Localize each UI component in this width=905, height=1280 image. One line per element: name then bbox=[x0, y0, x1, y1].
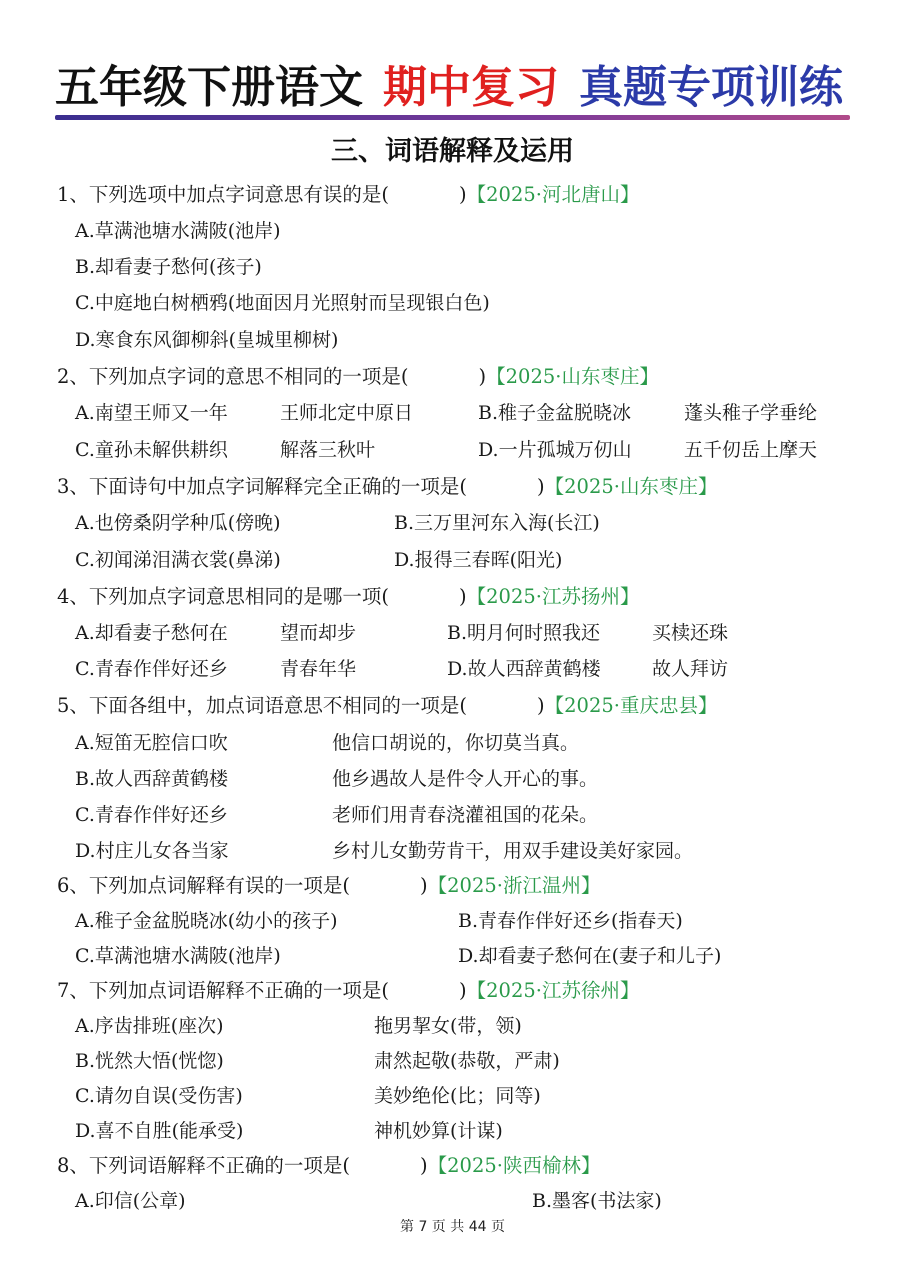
option: D.寒食东风御柳斜(皇城里柳树) bbox=[75, 329, 339, 351]
option: D.喜不自胜(能承受) bbox=[75, 1120, 244, 1142]
source-tag: 【2025·浙江温州】 bbox=[427, 874, 601, 897]
header-grade: 五年级下册语文 bbox=[55, 62, 363, 113]
question-7: 7、下列加点词语解释不正确的一项是( )【2025·江苏徐州】 bbox=[57, 979, 640, 1002]
option: 故人拜访 bbox=[652, 658, 729, 680]
page-footer: 第 7 页 共 44 页 bbox=[400, 1219, 505, 1235]
option: A.草满池塘水满陂(池岸) bbox=[75, 220, 281, 242]
source-tag: 【2025·山东枣庄】 bbox=[544, 475, 718, 498]
option: A.印信(公章) bbox=[75, 1190, 186, 1212]
option: A.序齿排班(座次) bbox=[75, 1015, 224, 1037]
option: 王师北定中原日 bbox=[280, 402, 414, 424]
option: B.明月何时照我还 bbox=[447, 622, 601, 644]
source-tag: 【2025·陕西榆林】 bbox=[427, 1154, 601, 1177]
option: D.一片孤城万仞山 bbox=[478, 439, 632, 461]
option: 解落三秋叶 bbox=[280, 439, 376, 461]
option: A.却看妻子愁何在 bbox=[75, 622, 228, 644]
question-3: 3、下面诗句中加点字词解释完全正确的一项是( )【2025·山东枣庄】 bbox=[57, 475, 718, 498]
option: C.初闻涕泪满衣裳(鼻涕) bbox=[75, 549, 281, 571]
option: A.也傍桑阴学种瓜(傍晚) bbox=[75, 512, 281, 534]
option: B.故人西辞黄鹤楼 bbox=[75, 768, 229, 790]
option: D.报得三春晖(阳光) bbox=[394, 549, 563, 571]
option: D.故人西辞黄鹤楼 bbox=[447, 658, 601, 680]
header-divider bbox=[55, 115, 850, 120]
source-tag: 【2025·河北唐山】 bbox=[466, 183, 640, 206]
option: C.青春作伴好还乡 bbox=[75, 658, 228, 680]
option: C.中庭地白树栖鸦(地面因月光照射而呈现银白色) bbox=[75, 292, 490, 314]
option: C.请勿自误(受伤害) bbox=[75, 1085, 243, 1107]
source-tag: 【2025·山东枣庄】 bbox=[486, 365, 659, 388]
source-tag: 【2025·重庆忠县】 bbox=[544, 694, 718, 717]
option: B.却看妻子愁何(孩子) bbox=[75, 256, 262, 278]
question-4: 4、下列加点字词意思相同的是哪一项( )【2025·江苏扬州】 bbox=[57, 585, 640, 608]
option: D.却看妻子愁何在(妻子和儿子) bbox=[458, 945, 722, 967]
source-tag: 【2025·江苏扬州】 bbox=[466, 585, 640, 608]
option: A.稚子金盆脱晓冰(幼小的孩子) bbox=[75, 910, 338, 932]
option: A.短笛无腔信口吹 bbox=[75, 732, 228, 754]
option: 五千仞岳上摩天 bbox=[684, 439, 818, 461]
option: B.三万里河东入海(长江) bbox=[394, 512, 600, 534]
source-tag: 【2025·江苏徐州】 bbox=[466, 979, 640, 1002]
option: 乡村儿女勤劳肯干，用双手建设美好家园。 bbox=[332, 840, 694, 862]
question-8: 8、下列词语解释不正确的一项是( )【2025·陕西榆林】 bbox=[57, 1154, 601, 1177]
question-2: 2、下列加点字词的意思不相同的一项是( )【2025·山东枣庄】 bbox=[57, 365, 659, 388]
question-5: 5、下面各组中，加点词语意思不相同的一项是( )【2025·重庆忠县】 bbox=[57, 694, 718, 717]
option: 拖男挈女(带，领) bbox=[374, 1015, 522, 1037]
option: 他乡遇故人是件令人开心的事。 bbox=[332, 768, 599, 790]
page-header bbox=[55, 62, 850, 114]
option: C.童孙未解供耕织 bbox=[75, 439, 228, 461]
option: D.村庄儿女各当家 bbox=[75, 840, 229, 862]
option: 美妙绝伦(比；同等) bbox=[374, 1085, 541, 1107]
section-title: 三、词语解释及运用 bbox=[331, 136, 574, 167]
option: 蓬头稚子学垂纶 bbox=[684, 402, 818, 424]
option: 肃然起敬(恭敬，严肃) bbox=[374, 1050, 560, 1072]
option: A.南望王师又一年 bbox=[75, 402, 228, 424]
option: B.墨客(书法家) bbox=[532, 1190, 662, 1212]
option: 老师们用青春浇灌祖国的花朵。 bbox=[332, 804, 599, 826]
option: 买椟还珠 bbox=[652, 622, 729, 644]
question-6: 6、下列加点词解释有误的一项是( )【2025·浙江温州】 bbox=[57, 874, 601, 897]
option: C.草满池塘水满陂(池岸) bbox=[75, 945, 281, 967]
option: 神机妙算(计谋) bbox=[374, 1120, 503, 1142]
header-training: 真题专项训练 bbox=[579, 62, 843, 113]
option: B.稚子金盆脱晓冰 bbox=[478, 402, 632, 424]
option: 青春年华 bbox=[280, 658, 357, 680]
option: B.恍然大悟(恍惚) bbox=[75, 1050, 224, 1072]
option: 他信口胡说的，你切莫当真。 bbox=[332, 732, 580, 754]
option: 望而却步 bbox=[280, 622, 357, 644]
header-review: 期中复习 bbox=[383, 62, 559, 113]
option: B.青春作伴好还乡(指春天) bbox=[458, 910, 683, 932]
option: C.青春作伴好还乡 bbox=[75, 804, 228, 826]
question-1: 1、下列选项中加点字词意思有误的是( )【2025·河北唐山】 bbox=[57, 183, 640, 206]
